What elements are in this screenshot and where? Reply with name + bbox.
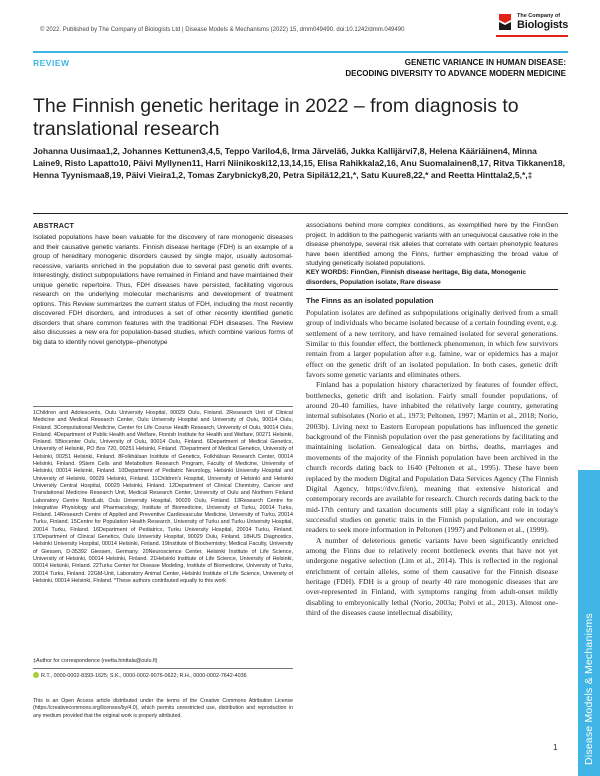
journal-sidebar-label: Disease Models & Mechanisms [583, 613, 595, 765]
orcid-icon [33, 672, 39, 678]
header-divider [33, 213, 568, 214]
orcid-line [33, 672, 293, 680]
series-title-line2: DECODING DIVERSITY TO ADVANCE MODERN MEDICINE [345, 69, 566, 78]
section-rule [33, 51, 568, 53]
license-text: This is an Open Access article distributed under the terms of the Creative Commons Attribution License (https://creativecommons.org/licenses/by/4.0), which permits unrestricted use, distribution and reproduction in any medium provided that the original work is properly attributed. [33, 698, 293, 719]
logo-big-text: Biologists [517, 19, 569, 31]
body-paragraph: Finland has a population history characterized by features of founder effect, bottlenecks, genetic drift and isolation. Fairly small founder populations, of around 20-40 families, have inhabited the relatively large country, generating internal subisolates (Norio et al., 1973; Peltonen, 1997; Martin et al., 2018; Norio, 2003b). Living next to Eastern European populations has influenced the genetic background of the Finnish population over the past generations by facilitating and maintaining isolation. Genealogical data on births, deaths, marriages and movements of the majority of the Finnish population have been archived in the church records dating back to 1640 (Peltonen et al., 1995). These have been replaced by the modern Digital and Population Data Services Agency (The Finnish Digital Agency, https://dvv.fi/en), meaning that extensive historical and contemporary records are available for research. Church records dating back to the mid-17th century and taxation documents still play a significant role in today's successful studies on genetic traits in the Finnish population, and we encourage readers to seek more information in Peltonen (1997) and Peltonen et al., (1999). [306, 380, 559, 535]
orcid-divider [33, 668, 293, 669]
author-list: Johanna Uusimaa1,2, Johannes Kettunen3,4,5, Teppo Varilo4,6, Irma Järvelä6, Jukka Kallijärvi7,8, Helena Kääriäinen4, Minna Laine9, Risto Lapatto10, Päivi Myllynen11, Harri Niinikoski12,13,14,15, Elisa Rahikkala2,16, Anu Suomalainen8,17, Ritva Tikkanen18, Henna Tyynismaa8,19, Päivi Vieira1,2, Tomas Zarybnicky8,20, Petra Sipilä12,21,*, Satu Kuure8,22,* and Reetta Hinttala2,5,*,‡ [33, 146, 565, 180]
abstract-text: Isolated populations have been valuable for the discovery of rare monogenic diseases and their causative genetic variants. Finnish disease heritage (FDH) is an example of a group of hereditary monogenic disorders caused by single major, usually autosomal-recessive, variants enriched in the population due to several past genetic drift events. Interestingly, distinct subpopulations have remained in Finland and have maintained their unique genetic repertoire. Thus, FDH diseases have persisted, facilitating vigorous research on the underlying molecular mechanisms and development of treatment options. This Review summarizes the current status of FDH, including the most recently discovered FDH disorders, and introduces a set of other recently identified genetic disorders that share common features with the traditional FDH diseases. The Review also discusses a new era for population-based studies, which combine various forms of big data to identify novel genotype–phenotype [33, 234, 293, 346]
affiliations: 1Children and Adolescents, Oulu University Hospital, 90029 Oulu, Finland. 2Research Unit of Clinical Medicine and Medical Research Center, Oulu University Hospital and University of Oulu, 90014 Oulu, Finland. 3Computational Medicine, Center for Life Course Health Research, University of Oulu, 90014 Oulu, Finland. 4Department of Public Health and Welfare, Finnish Institute for Health and Welfare, 00271 Helsinki, Finland. 5Biocenter Oulu, University of Oulu, 90014 Oulu, Finland. 6Department of Medical Genetics, University of Helsinki, PO Box 720, 00251 Helsinki, Finland. 7Department of Medical Genetics, University of Helsinki, 00251 Helsinki, Finland. 8Folkhälsan Institute of Genetics, Folkhälsan Research Center, 00014 Helsinki, Finland. 9Stem Cells and Metabolism Research Program, Faculty of Medicine, University of Helsinki, 00014 Helsinki, Finland. 10Department of Pediatric Neurology, Helsinki University Hospital and University of Helsinki, 00029 Helsinki, Finland. 11Children's Hospital, University of Helsinki and Helsinki University Central Hospital, 00029 Helsinki, Finland. 12Department of Clinical Chemistry, Cancer and Translational Medicine Research Unit, Medical Research Center, University of Oulu and Northern Finland Laboratory Centre NordLab, Oulu University Hospital, 90029 Oulu, Finland. 13Research Centre for Integrative Physiology and Pharmacology, Institute of Biomedicine, University of Turku, 20014 Turku, Finland. 14Research Centre of Applied and Preventive Cardiovascular Medicine, University of Turku, 20014 Turku, Finland. 15Centre for Population Health Research, University of Turku and Turku University Hospital, 20014 Turku, Finland. 16Department of Pediatrics, Turku University Hospital, 20014 Turku, Finland. 17Department of Clinical Genetics, Oulu University Hospital, 90029 Oulu, Finland. 18HUS Diagnostics, Helsinki University Hospital, 00014 Helsinki, Finland. 19Institute of Biochemistry, Medical Faculty, University of Giessen, D-35392 Giessen, Germany. 20Neuroscience Center, Helsinki Institute of Life Science, University of Helsinki, 00014 Helsinki, Finland. 21Helsinki Institute of Life Science, University of Helsinki, 00014 Helsinki, Finland. 22Turku Center for Disease Modeling, Institute of Biomedicine, University of Turku, 20014 Turku, Finland. 22GM-Unit, Laboratory Animal Center, Helsinki Institute of Life Science, University of Helsinki, 00014 Helsinki, Finland. *These authors contributed equally to this work [33, 410, 293, 584]
article-title: The Finnish genetic heritage in 2022 – from diagnosis to translational research [33, 95, 519, 140]
series-title [345, 57, 566, 79]
body-paragraph: A number of deleterious genetic variants have been significantly enriched among the Finns due to relatively recent bottleneck events that have not yet undergone negative selection (Lim et al., 2014). This is reflected in the regional enrichment of certain alleles, some of them causative for the Finnish disease heritage (FDH). FDH is a group of nearly 40 rare monogenic diseases that are over-represented in Finland, with symptoms ranging from adult-onset mildly disabling to embryonically lethal (Norio, 2003a; Polvi et al., 2013). Almost one-third of the diseases cause intellectual disability, [306, 535, 558, 617]
series-title-line1: GENETIC VARIANCE IN HUMAN DISEASE: [404, 58, 566, 67]
orcid-text: R.T., 0000-0002-8393-1625; S.K., 0000-0002-9076-0622; R.H., 0000-0002-7642-4036 [41, 673, 247, 679]
publisher-logo[interactable] [496, 8, 568, 36]
body-paragraph: Population isolates are defined as subpopulations originally derived from a small group of individuals who became isolated because of a certain founding event, e.g. settlement of a new territory, and have remained isolated for several generations. Similar to this founder effect, the bottleneck phenomenon, in which few survivors remain from a larger population after e.g. famine, war or epidemics has a major effect on the genetic drift of an isolated population. In both cases, genetic drift favors some genetic variants and eliminates others. [306, 308, 558, 380]
page-number: 1 [553, 743, 558, 752]
correspondence: ‡Author for correspondence (reetta.hinttala@oulu.fi) [33, 658, 158, 664]
citation-line: © 2022. Published by The Company of Biologists Ltd | Disease Models & Mechanisms (2022) 15, dmm049490. doi:10.1242/dmm.049490 [40, 27, 405, 33]
logo-small-text: The Company of [517, 13, 561, 19]
body-text [306, 308, 558, 618]
affiliations-divider [33, 406, 293, 407]
keywords: KEY WORDS: FinnGen, Finnish disease heritage, Big data, Monogenic disorders, Population isolate, Rare disease [306, 269, 527, 286]
section-label: REVIEW [33, 58, 70, 68]
keywords-divider [306, 289, 558, 290]
section-heading: The Finns as an isolated population [306, 296, 434, 305]
logo-underline [496, 35, 568, 37]
logo-mark-icon [496, 10, 514, 34]
abstract-continuation: associations behind more complex conditions, as exemplified here by the FinnGen project. In addition to the pathogenic variants with an unequivocal causative role in the disease phenotype, several risk alleles that correlate with certain phenotypic features have been identified among the Finns, further emphasizing the broad value of studying genetically isolated populations. [306, 222, 558, 267]
abstract-heading: ABSTRACT [33, 221, 75, 230]
